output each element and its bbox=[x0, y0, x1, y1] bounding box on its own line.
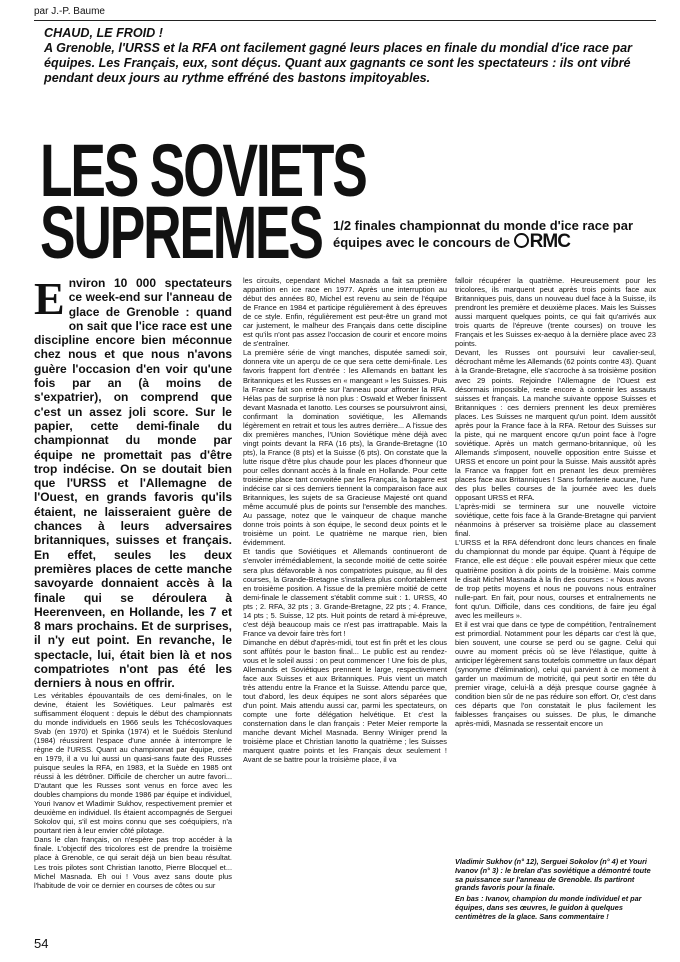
column-2 bbox=[243, 276, 447, 765]
photo-caption bbox=[455, 858, 660, 924]
body-paragraph: La première série de vingt manches, disputée samedi soir, donnera vite un aperçu de ce que sera cette demi-finale. Les favoris frappent fort d'entrée : les Allemands en battant les Britanniques et les Russes en « mangeant » les Suisses. Puis la France fait son entrée sur l'anneau pour affronter la RFA. Hélas pas de surprise là non plus : Oswald et Weber finissent devant Masnada et Ianotto. Les courses se poursuivront ainsi, confirmant la domination soviétique, les Allemands légèrement en retrait et tous les autres derrière... A l'issue des dix premières manches, l'Union Soviétique mène déjà avec vingt points devant la RFA (16 pts), la Grande-Bretagne (10 pts), la France (8 pts) et la Suisse (6 pts). On constate que la lutte risque d'être plus chaude pour les places d'honneur que pour celles donnant accès à la finale en Hollande. Pour cette troisième place tant convoitée par les Français, la bagarre est indécise car si ces derniers tiennent la comparaison face aux Britanniques, les sujets de sa Gracieuse Majesté ont quand même accumulé plus de points sur l'ensemble des manches. Au passage, notez que le vainqueur de chaque manche donne trois points à son équipe, le second deux points et le troisième un point. Le quatrième ne marque rien, bien évidemment. bbox=[243, 348, 447, 548]
body-paragraph: Les véritables épouvantails de ces demi-finales, on le devine, étaient les Soviétiques. Leur palmarès est suffisamment éloquent : depuis le début des championnats du monde individuels en 1966 seuls les Tchécoslovaques Svab (en 1970) et Spinka (1974) et le Suédois Stenlund (1984) réussirent l'espace d'une année à interrompre le règne de l'URSS. Quant au championnat par équipe, créé en 1979, il a vu lui aussi un quasi-sans faute des Russes puisque seules la RFA, en 1983, et la Suède en 1985 ont réussi à les détrôner. Difficile de chercher un autre favori... D'autant que les Russes sont venus en force avec les doubles champions du monde 1986 par équipe et individuel, Youri Ivanov et Wladimir Sukhov, respectivement premier et deuxième en individuel. Ils étaient accompagnés de Serguei Sokolov qui, s'il est moins connu que ses coéquipiers, n'a pourtant rien à leur envier côté pilotage. bbox=[34, 690, 232, 836]
kicker-text: A Grenoble, l'URSS et la RFA ont facilement gagné leurs places en finale du mondial d'ice race par équipes. Les Français, eux, sont déçus. Quant aux gagnants ce sont les spectateurs : ils ont vibré pendant deux jours au rythme effréné des bastons impitoyables. bbox=[44, 41, 633, 85]
body-paragraph: L'après-midi se terminera sur une nouvelle victoire soviétique, cette fois face à la Grande-Bretagne qui parvient néanmoins à préserver sa troisième place au classement final. bbox=[455, 502, 656, 539]
body-paragraph: L'URSS et la RFA défendront donc leurs chances en finale du championnat du monde par équipe. Quant à l'équipe de France, elle est déçue : elle pouvait espérer mieux que cette quatrième position à dix points de la troisième. Mais comme le disait Michel Masnada à la fin des courses : « Nous avons de trop petits moyens et nous ne pouvons nous entraîner nulle-part. En fait, pour nous, courses et entraînements ne font qu'un. Difficile, dans ces conditions, de faire jeu égal avec les meilleurs ». bbox=[455, 538, 656, 620]
headline-line-1: LES SOVIETS bbox=[40, 129, 366, 212]
lede-text: nviron 10 000 spectateurs ce week-end sur l'anneau de glace de Grenoble : quand on sait que l'ice race est une discipline encore bien méconnue chez nous et que nous n'avons guère l'occasion d'en voir qu'une fois par an (à moins de s'expatrier), on comprend que c'est un assez joli score. bbox=[34, 276, 232, 419]
drop-cap: E bbox=[34, 273, 65, 324]
headline bbox=[40, 129, 366, 274]
caption-paragraph: En bas : Ivanov, champion du monde individuel et par équipes, dans ses œuvres, le guidon à quelques centimètres de la glace. Sans commentaire ! bbox=[455, 894, 642, 921]
body-paragraph: falloir récupérer la quatrième. Heureusement pour les tricolores, ils marquent peut après trois points face aux Britanniques puis, dans un nouveau duel face à la Suisse, ils prendront les première et deuxième places. Mais les Suisses aussi marquent quelques points, ce qui fait qu'arrivés aux trois quarts de l'épreuve (trente courses) on trouve les Français et les Suisses ex-aequo à la dernière place avec 23 points. bbox=[455, 276, 656, 349]
body-paragraph: Devant, les Russes ont poursuivi leur cavalier-seul, décrochant même les Allemands (62 points contre 43). Quant à la Grande-Bretagne, elle s'accroche à sa troisième position avec 29 points. Rejoindre l'Allemagne de l'Ouest est désormais impossible, reste encore à contenir les assauts suisses et français. La manche suivante oppose Suisses et Britanniques : ces derniers prennent les deux premières places. Les Suisses ne marquent qu'un point. Idem aussitôt après pour la France face à la RFA. Retour des Suisses sur la piste, qui ne marquent encore qu'un point face à l'ogre soviétique. Après un match germano-britannique, où les Allemands s'imposent, nouvelle opposition entre Suisse et URSS et encore un point pour la Suisse. Mais aussitôt après la France va frapper fort en prenant les deux premières places face aux Britanniques ! Sans forfanterie aucune, l'une des plus belles courses de la journée avec les duels opposant URSS et RFA. bbox=[455, 348, 656, 503]
rmc-logo-icon bbox=[514, 233, 529, 248]
top-rule bbox=[34, 20, 656, 21]
body-paragraph: les circuits, cependant Michel Masnada a fait sa première apparition en ice race en 1977. Après une interruption au début des années 80, Michel est revenu au sein de l'équipe de France en 1984 et participe régulièrement à des épreuves de ce style. Enfin, régulièrement est peut-être un grand mot car justement, le malheur des Français dans cette discipline est qu'ils n'ont pas assez l'occasion de courir et encore moins de s'entraîner. bbox=[243, 276, 447, 349]
byline: par J.-P. Baume bbox=[34, 6, 105, 17]
subhead bbox=[333, 219, 663, 250]
body-paragraph: Dimanche en début d'après-midi, tout est fin prêt et les clous sont affûtés pour le baston final... Le public est au rendez-vous et le soleil aussi : on peut commencer ! Une fois de plus, Allemands et Soviétiques prennent le large, respectivement face aux Suisses et aux Britanniques. Puis vient un match très attendu entre la France et la Suisse. Attendu parce que, tout d'abord, les deux équipes ne sont alors séparées que d'un point. Mais attendu aussi car, parmi les spectateurs, on compte une forte délégation helvétique. Et c'est la consternation dans le clan français : Peter Meier remporte la manche devant Michel Masnada. Benny Winiger prend la troisième place et Christian Ianotto la quatrième ; les Suisses marquent quatre points et les Français deux seulement ! Avant de se battre pour la troisième place, il va bbox=[243, 637, 447, 765]
column-1 bbox=[34, 273, 232, 890]
kicker bbox=[44, 26, 656, 86]
page-number: 54 bbox=[34, 936, 49, 951]
rmc-logo bbox=[514, 231, 570, 252]
lede bbox=[34, 273, 232, 691]
kicker-title: CHAUD, LE FROID ! bbox=[44, 26, 163, 40]
body-paragraph: Et tandis que Soviétiques et Allemands continueront de s'envoler irrémédiablement, la seconde moitié de cette soirée sera plus défavorable à nos compatriotes puisque, au fil des courses, la Grande-Bretagne s'installera plus confortablement en troisième position. A l'issue de la première moitié de cette demi-finale le classement s'établit comme suit : 1. URSS, 40 pts ; 2. RFA, 32 pts ; 3. Grande-Bretagne, 22 pts ; 4. France, 14 pts ; 5. Suisse, 12 pts. Huit points de retard à mi-épreuve, c'est déjà beaucoup mais ce n'est pas irrattrapable. Mais la France va devoir faire très fort ! bbox=[243, 547, 447, 638]
body-paragraph: Dans le clan français, on n'espère pas trop accéder à la finale. L'objectif des tricolores est de prendre la troisième place à Grenoble, ce qui serait déjà un bien beau résultat. Les trois pilotes sont Christian Ianotto, Pierre Blocquel et... Michel Masnada. Eh oui ! Vous avez sans doute plus l'habitude de voir ce dernier en courses de côtes ou sur bbox=[34, 835, 232, 890]
subhead-text: 1/2 finales championnat du monde d'ice race par équipes avec le concours de bbox=[333, 218, 634, 250]
caption-paragraph: Vladimir Sukhov (n° 12), Serguei Sokolov (n° 4) et Youri Ivanov (n° 3) : le brelan d'as soviétique a démontré toute sa puissance sur l'anneau de Grenoble. Ils partiront grands favoris pour la finale. bbox=[455, 857, 651, 893]
headline-line-2: SUPREMES bbox=[40, 191, 322, 274]
body-paragraph: Et il est vrai que dans ce type de compétition, l'entraînement est primordial. Notamment pour les départs car c'est là que, bien souvent, une course se perd ou se gagne. Celui qui ouvre au moment précis où se lève l'élastique, quitte à anticiper légèrement sans toutefois commettre un faux départ (synonyme d'élimination), celui qui parvient à ce moment à garder un maximum de motricité, qui peut sortir en tête du premier virage, celui-là a déjà presque course gagnée à condition bien sûr de ne pas réduire son effort. Or, c'est dans ces départs que l'on constatait le plus facilement les faiblesses françaises ou suisses. De plus, le dimanche après-midi, Masnada se ressentait encore un bbox=[455, 619, 656, 729]
lede-text-2: Sur le papier, cette demi-finale du championnat du monde par équipe ne promettait pas d'être trop indécise. On se doutait bien que l'URSS et l'Allemagne de l'Ouest, en grands favoris qu'ils étaient, ne laisseraient guère de chances à leurs adversaires britanniques, suisses et français. En effet, seules les deux premières places de cette manche savoyarde donnaient accès à la finale qui se déroulera à Heerenveen, en Hollande, les 7 et 8 mars prochains. Et de surprises, il n'y eut point. En revanche, le spectacle, lui, était bien là et nos compatriotes n'ont pas été les derniers à nous en offrir. bbox=[34, 404, 232, 691]
column-3 bbox=[455, 276, 656, 728]
rmc-logo-text: RMC bbox=[529, 231, 570, 252]
